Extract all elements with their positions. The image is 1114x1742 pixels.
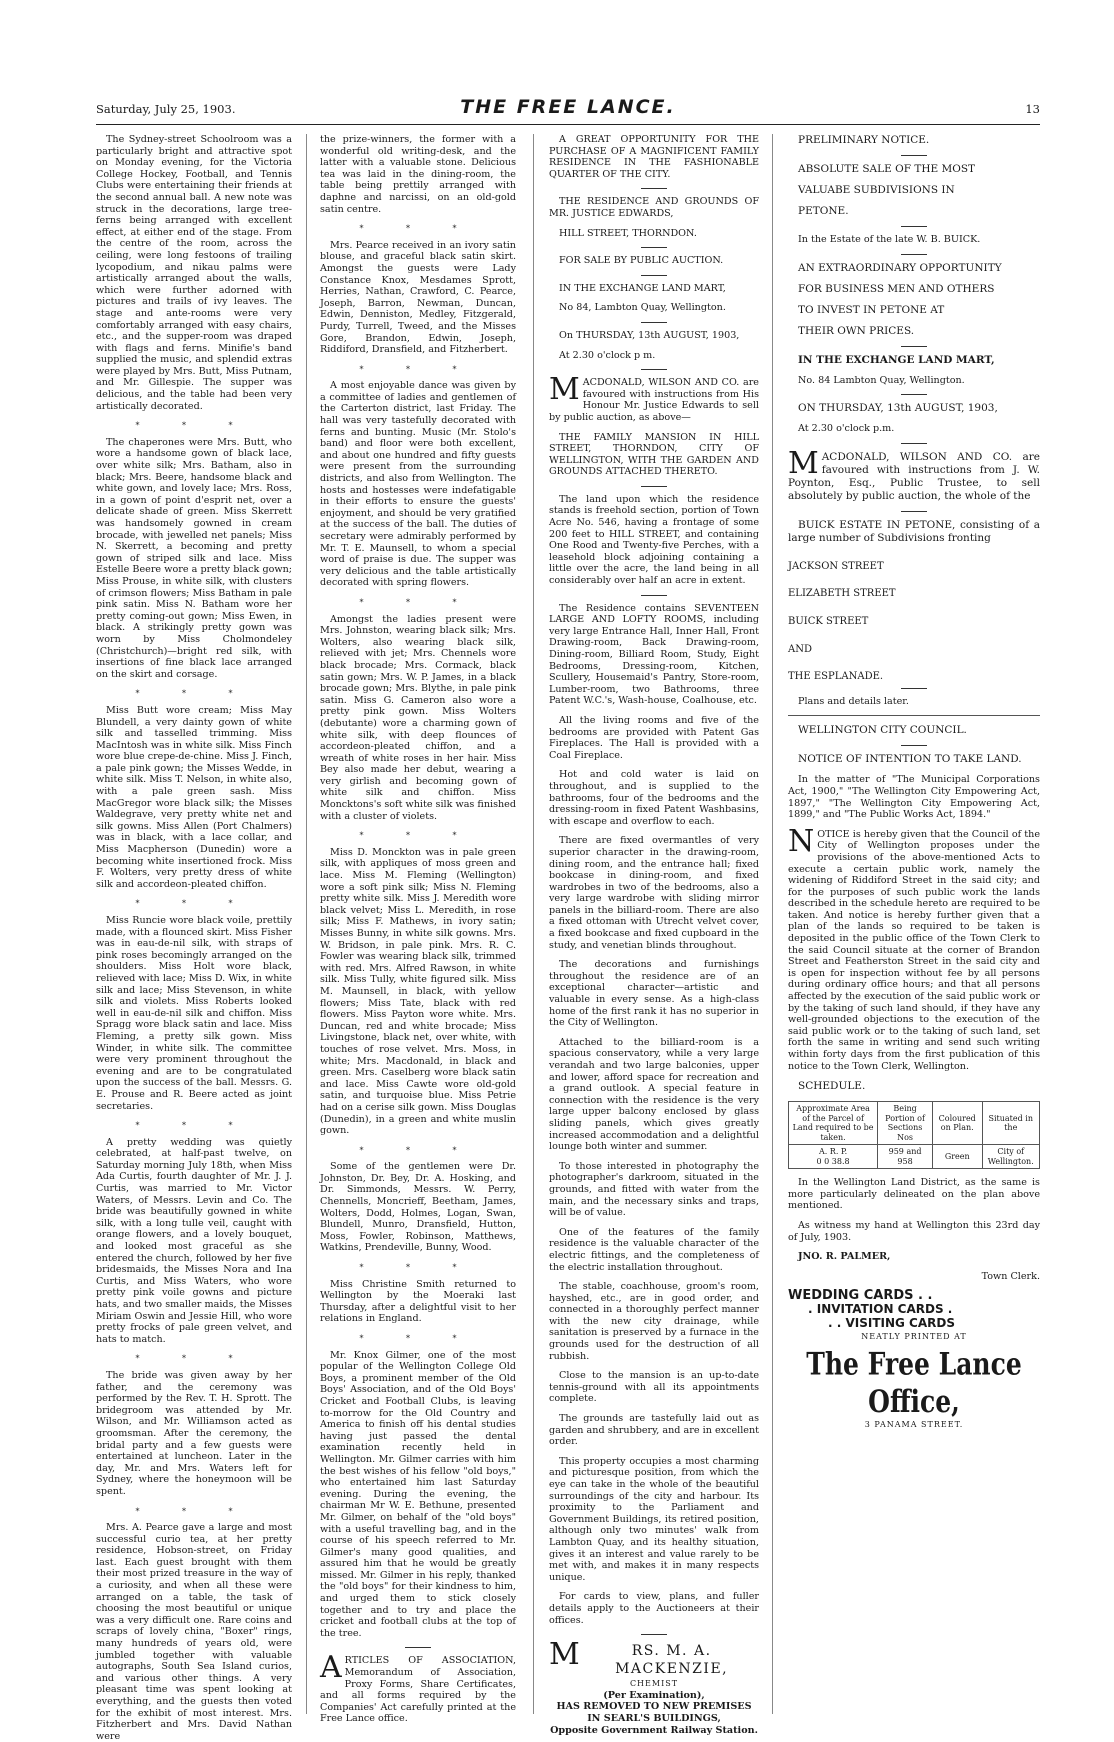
table-row [789,1102,1040,1145]
drop-cap: M [549,372,580,408]
article-paragraph: A pretty wedding was quietly celebrated, at half-past twelve, on Saturday morning July 18th, when Miss Ada Curtis, fourth daughter of Mr. J. J. Curtis, was married to Mr. Victor Waters, of Messrs. Levin and Co. The bride was beautifully gowned in white silk, with a long tulle veil, caught with orange flowers, and a lovely bouquet, and looked most graceful as she entered the church, followed by her five bridesmaids, the Misses Nora and Ina Curtis, and Miss Waters, who wore pretty pink voile gowns and picture hats, and two smaller maids, the Misses Miriam Oswin and Jessie Hill, who wore pretty frocks of pale green velvet, and hats to match. [96,1136,292,1345]
drop-cap: M [788,445,819,481]
opportunity-line: THEIR OWN PRICES. [798,324,915,337]
separator-rule [901,688,927,689]
separator-rule [641,188,667,189]
advert-paragraph: For cards to view, plans, and fuller details apply to the Auctioneers at their offices. [549,1591,759,1626]
separator-rule [641,322,667,323]
advert-subhead: THE RESIDENCE AND GROUNDS OF MR. JUSTICE EDWARDS, [549,196,759,219]
column-divider [306,134,307,1714]
section-stars: * * * [359,1145,477,1155]
advert-paragraph: The land upon which the residence stands is freehold section, portion of Town Acre No. 546, having a frontage of some 200 feet to HILL STREET, and containing One Rood and Twenty-five Perches, with a leasehold block adjoining containing a little over the acre, the land being in all considerably over half an acre in extent. [549,493,759,587]
article-paragraph: A most enjoyable dance was given by a committee of ladies and gentlemen of the Carterton district, last Friday. The hall was very tastefully decorated with ferns and bunting. Music (Mr. Stolo's band) and floor were both excellent, and about one hundred and fifty guests were present from the surrounding districts, and also from Wellington. The hosts and hostesses were indefatigable in their efforts to ensure the guests' enjoyment, and should be very gratified at the success of the ball. The duties of secretary were admirably performed by Mr. T. E. Maunsell, to whom a special word of praise is due. The supper was very delicious and the table artistically decorated with spring flowers. [320,380,516,589]
street-name: BUICK STREET [788,615,869,627]
notice-paragraph: BUICK ESTATE IN PETONE, consisting of a large number of Subdivisions fronting [788,518,1040,544]
sale-time: At 2.30 o'clock p.m. [798,423,895,435]
table-cell: A. R. P. 0 0 38.8 [789,1145,878,1169]
section-stars: * * * [359,224,477,234]
ad-text: RTICLES OF ASSOCIATION, Memorandum of Association, Proxy Forms, Share Certificates, and all forms required by the Companies' Act carefully printed at the Free Lance office. [320,1655,516,1725]
separator-rule [405,1647,431,1648]
column-divider [772,134,773,1714]
article-paragraph: Miss Runcie wore black voile, prettily made, with a flounced skirt. Miss Fisher was in eau-de-nil silk, with straps of pink roses becomingly arranged on the shoulders. Miss Holt wore black, relieved with lace; Miss D. Wix, in white silk and lace; Miss Stevenson, in white silk and violets. Miss Roberts looked well in eau-de-nil silk and chiffon. Miss Spragg wore black satin and lace. Miss Fleming, a pretty silk gown. Miss Winder, in white silk. The committee were very prominent throughout the evening and are to be congratulated upon the success of the ball. Messrs. G. E. Prouse and R. Beere acted as joint secretaries. [96,915,292,1112]
advert-paragraph: Hot and cold water is laid on throughout, and is supplied to the bathrooms, four of the bedrooms and the dressing-room in fixed Patent Washbasins, with escape and overflow to each. [549,769,759,827]
table-cell: 959 and 958 [878,1145,933,1169]
separator-rule [901,254,927,255]
section-stars: * * * [359,1334,477,1343]
sale-headline: VALUABE SUBDIVISIONS IN [798,184,955,196]
opportunity-line: TO INVEST IN PETONE AT [798,303,945,316]
table-cell: Green [932,1145,982,1169]
street-name: JACKSON STREET [788,560,884,572]
separator-rule [901,394,927,395]
visiting-cards: . . VISITING CARDS [828,1315,955,1330]
article-paragraph: The Sydney-street Schoolroom was a particularly bright and attractive spot on Monday evening, for the Victoria College Hockey, Football, and Tennis Clubs were entertaining their friends at the second annual ball. A new note was struck in the decorations, large tree-ferns being arranged with excellent effect, at either end of the stage. From the centre of the room, across the ceiling, were long festoons of trailing lycopodium, and nikau palms were artistically arranged about the walls, which were further adorned with pictures and trails of ivy leaves. The stage and ante-rooms were very comfortably arranged with easy chairs, etc., and the supper-room was draped with flags and ferns. Minifie's band supplied the music, and splendid extras were played by Mrs. Butt, Miss Putnam, and Mr. Gillespie. The supper was delicious, and the table had been very artistically decorated. [96,134,292,412]
article-paragraph: Mrs. A. Pearce gave a large and most successful curio tea, at her pretty residence, Hobson-street, on Friday last. Each guest brought with them their most prized treasure in the way of a curiosity, and when all these were arranged on a table, the task of choosing the most beautiful or unique was a very difficult one. Rare coins and scraps of lovely china, "Boxer" rings, many hundreds of years old, were jumbled together with valuable autographs, South Sea Island curios, and various other things. A very pleasant time was spent looking at everything, and the guests then voted for the exhibit of most interest. Mrs. Fitzherbert and Mrs. David Nathan were [96,1522,292,1742]
sale-headline: ABSOLUTE SALE OF THE MOST [798,163,976,175]
article-paragraph: Some of the gentlemen were Dr. Johnston, Dr. Bey, Dr. A. Hosking, and Dr. Simmonds, Messrs. W. Perry, Chennells, Moncrieff, Beetham, James, Wolters, Dodd, Holmes, Logan, Swan, Blundell, Munro, Dransfield, Hutton, Moss, Fowler, Robinson, Matthews, Watkins, Prendeville, Bunny, Wood. [320,1161,516,1254]
mackenzie-qualification: (Per Examination), [603,1689,705,1701]
column-2-society-news [320,134,516,1725]
street-name: ELIZABETH STREET [788,588,896,600]
separator-rule [901,443,927,444]
separator-rule [641,595,667,596]
advert-paragraph [549,372,759,423]
advert-subhead: FOR SALE BY PUBLIC AUCTION. [559,255,724,267]
section-stars: * * * [135,1506,253,1516]
table-cell: City of Wellington. [982,1145,1039,1169]
section-stars: * * * [359,831,477,841]
advert-paragraph: The stable, coachhouse, groom's room, hayshed, etc., are in good order, and connected in a thoroughly perfect manner with the new city drainage, while sanitation is preserved by a furnace in the grounds used for the destruction of all rubbish. [549,1281,759,1362]
drop-cap: A [320,1650,342,1686]
notice-heading: NOTICE OF INTENTION TO TAKE LAND. [798,753,1022,766]
table-header: Coloured on Plan. [932,1102,982,1145]
advert-paragraph: The decorations and furnishings throughout the residence are of an exceptional character—artistic and valuable in every sense. As a high-class home of the first rank it has no superior in the City of Wellington. [549,959,759,1029]
section-stars: * * * [135,689,253,699]
table-row [789,1145,1040,1169]
separator-rule [901,511,927,512]
auction-address: No 84, Lambton Quay, Wellington. [559,302,726,314]
mansion-heading: THE FAMILY MANSION IN HILL STREET, THORNDON, CITY OF WELLINGTON, WITH THE GARDEN AND GROUNDS ATTACHED THERETO. [549,431,759,478]
schedule-table [788,1101,1040,1169]
advert-paragraph: Attached to the billiard-room is a spacious conservatory, while a very large verandah and two large balconies, upper and lower, afford space for recreation and a grand outlook. A special feature in connection with the residence is the very large upper balcony enclosed by glass sliding panels, which gives greatly increased accommodation and a delightful lounge both winter and summer. [549,1036,759,1153]
separator-rule [641,275,667,276]
sale-headline: PETONE. [798,205,849,217]
article-paragraph: Miss D. Monckton was in pale green silk, with appliques of moss green and lace. Miss M. Fleming (Wellington) wore a soft pink silk; Miss N. Fleming pretty white silk. Miss J. Meredith wore black velvet; Miss L. Meredith, in rose silk; Miss F. Mathews, in ivory satin; Misses Bunny, in white silk gowns. Mrs. W. Bridson, in pale pink. Mrs. R. C. Fowler was wearing black silk, trimmed with red. Mrs. Alfred Rawson, in white silk. Miss Tully, white figured silk. Miss M. Maunsell, in black, with yellow flowers; Miss Tate, black with red flowers. Miss Payton wore white. Mrs. Duncan, red and white brocade; Miss Livingstone, black net, over white, with touches of rose velvet. Mrs. Moss, in white; Mrs. Macdonald, in black and green. Mrs. Caselberg wore black satin and lace. Miss Cawte wore old-gold satin, and turquoise blue. Miss Petrie had on a cerise silk gown. Miss Douglas (Dunedin), in a green and white muslin gown. [320,846,516,1137]
section-rule [788,715,1040,716]
section-stars: * * * [359,364,477,374]
advert-paragraph: There are fixed overmantles of very superior character in the drawing-room, dining room, and the entrance hall; fixed bookcase in dining-room, and fixed wardrobes in two of the bedrooms, also a very large wardrobe with sliding mirror panels in the billiard-room. There are also a fixed ottoman with Utrecht velvet cover, a fixed bookcase and fixed cupboard in the study, and venetian blinds throughout. [549,835,759,951]
separator-rule [901,155,927,156]
notice-paragraph: NOTICE is hereby given that the Council of the City of Wellington proposes under the provisions of the above-mentioned Acts to execute a certain public work, namely the widening of Riddiford Street in the said city; and for the purposes of such public work the lands described in the schedule hereto are required to be taken. And notice is hereby further given that a plan of the lands so required to be taken is deposited in the public office of the Town Clerk to the said Council situate at the corner of Brandon Street and Featherston Street in the said city and is open for inspection without fee by all persons during ordinary office hours; and that all persons affected by the execution of the said public work or by the taking of such land should, if they have any well-grounded objections to the execution of the said public work or to the taking of such land, set forth the same in writing and send such writing within forty days from the first publication of this notice to the Town Clerk, Wellington. [788,823,1040,1072]
wedding-cards: WEDDING CARDS . . [788,1288,933,1304]
opportunity-line: FOR BUSINESS MEN AND OTHERS [798,282,995,295]
column-1-society-news [96,134,292,1742]
column-divider [533,134,534,1714]
neatly-printed: NEATLY PRINTED AT [861,1332,967,1342]
drop-cap: M [549,1637,582,1673]
masthead [96,96,1040,122]
advert-paragraph: The Residence contains SEVENTEEN LARGE AND LOFTY ROOMS, including very large Entrance Hall, Inner Hall, Front Drawing-room, Back Drawing-room, Dining-room, Billiard Room, Study, Eight Bedrooms, Dressing-room, Kitchen, Scullery, Housemaid's Pantry, Store-room, Lumber-room, two Bathrooms, three Patent W.C.'s, Wash-house, Coalhouse, etc. [549,602,759,707]
free-lance-office: The Free Lance Office, [806,1345,1022,1419]
article-paragraph: The bride was given away by her father, and the ceremony was performed by the Rev. T. H. Sprott. The bridegroom was attended by Mr. Wilson, and Mr. Williamson acted as groomsman. After the ceremony, the bridal party and a few guests were entertained at luncheon. Later in the day, Mr. and Mrs. Waters left for Sydney, where the honeymoon will be spent. [96,1369,292,1497]
invitation-cards: . INVITATION CARDS . [808,1301,953,1316]
estate-line: In the Estate of the late W. B. BUICK. [798,234,981,245]
article-paragraph: the prize-winners, the former with a wonderful old writing-desk, and the latter with a valuable stone. Delicious tea was laid in the dining-room, the table being prettily arranged with daphne and narcissi, on an old-gold satin centre. [320,134,516,215]
schedule-title: SCHEDULE. [798,1080,866,1093]
advert-paragraph: One of the features of the family residence is the valuable character of the electric fittings, and the completeness of the electric installation throughout. [549,1226,759,1273]
separator-rule [901,346,927,347]
articles-of-association-ad [320,1650,516,1725]
advert-text: ACDONALD, WILSON AND CO. are favoured with instructions from His Honour Mr. Justice Edwards to sell by public auction, as above— [549,377,759,423]
column-4-notices [788,134,1040,1714]
council-heading: WELLINGTON CITY COUNCIL. [798,724,967,737]
article-paragraph: Miss Christine Smith returned to Wellington by the Moeraki last Thursday, after a delightful visit to her relations in England. [320,1278,516,1325]
auction-time: At 2.30 o'clock p m. [559,349,656,361]
opportunity-line: AN EXTRAORDINARY OPPORTUNITY [798,261,1002,274]
advert-paragraph: All the living rooms and five of the bedrooms are provided with Patent Gas Fireplaces. The Hall is provided with a Coal Fireplace. [549,714,759,761]
street-name: THE ESPLANADE. [788,671,884,683]
mackenzie-line: Opposite Government Railway Station. [550,1724,758,1736]
notice-paragraph: As witness my hand at Wellington this 23rd day of July, 1903. [788,1219,1040,1243]
exchange-mart: IN THE EXCHANGE LAND MART, [798,353,995,366]
mart-address: No. 84 Lambton Quay, Wellington. [798,374,965,386]
street-name: AND [788,643,812,655]
table-header: Situated in the [982,1102,1039,1145]
separator-rule [901,226,927,227]
article-paragraph: The chaperones were Mrs. Butt, who wore a handsome gown of black lace, over white silk; Mrs. Batham, also in black; Mrs. Beere, handsome black and white gown, and lovely lace; Mrs. Ross, in a gown of point d'esprit net, over a delicate shade of green. Miss Skerrett was handsomely gowned in cream brocade, with jewelled net panels; Miss N. Skerrett, a becoming and pretty gown of striped silk and lace. Miss Estelle Beere wore a pretty black gown; Miss Prouse, in white silk, with clusters of crimson flowers; Miss Batham in pale pink satin. Miss N. Batham wore her pretty coming-out gown; Miss Ewen, in black. A strikingly pretty gown was worn by Miss Cholmondeley (Christchurch)—bright red silk, with insertions of fine black lace arranged on the skirt and corsage. [96,436,292,680]
column-3-auction-advert [549,134,759,1736]
advert-paragraph: This property occupies a most charming and picturesque position, from which the eye can take in the whole of the beautiful surroundings of the city and harbour. Its proximity to the Parliament and Government Buildings, its retired position, although only two minutes' walk from Lambton Quay, and its healthy situation, gives it an interest and value rarely to be met with, and makes it in many respects unique. [549,1455,759,1583]
notice-paragraph: MACDONALD, WILSON AND CO. are favoured with instructions from J. W. Poynton, Esq., Public Trustee, to sell absolutely by public auction, the whole of the [788,445,1040,502]
newspaper-title: THE FREE LANCE. [460,96,676,118]
mackenzie-name: M RS. M. A. MACKENZIE, [549,1637,729,1678]
page-number: 13 [1025,102,1040,116]
mackenzie-profession: CHEMIST [629,1679,679,1689]
signer-name: JNO. R. PALMER, [798,1251,891,1263]
article-paragraph: Miss Butt wore cream; Miss May Blundell, a very dainty gown of white silk and tasselled trimming. Miss MacIntosh was in white silk. Miss Finch wore blue crepe-de-chine. Miss J. Finch, a pale pink gown; the Misses Wedde, in white silk. Miss T. Nelson, in white also, with a pale green sash. Miss MacGregor wore black silk; the Misses Waldegrave, very pretty white net and silk gowns. Miss Allen (Port Chalmers) was in black, with a lace collar, and Miss Macpherson (Dunedin) wore a becoming white insertioned frock. Miss F. Wolters, very pretty dress of white silk and accordeon-pleated chiffon. [96,704,292,890]
separator-rule [641,1634,667,1635]
advert-paragraph: The grounds are tastefully laid out as garden and shrubbery, and are in excellent order. [549,1413,759,1448]
section-stars: * * * [135,1354,253,1364]
section-stars: * * * [135,899,253,909]
auction-date: On THURSDAY, 13th AUGUST, 1903, [559,329,740,341]
section-stars: * * * [359,1263,477,1273]
separator-rule [641,486,667,487]
advert-headline: A GREAT OPPORTUNITY FOR THE PURCHASE OF A MAGNIFICENT FAMILY RESIDENCE IN THE FASHIONABLE QUARTER OF THE CITY. [549,134,759,180]
preliminary-notice: PRELIMINARY NOTICE. [798,134,930,146]
sale-date: ON THURSDAY, 13th AUGUST, 1903, [798,402,998,415]
advert-paragraph: To those interested in photography the photographer's darkroom, situated in the grounds, and fitted with water from the main, and the necessary sinks and traps, will be of value. [549,1160,759,1219]
mackenzie-line: IN SEARL'S BUILDINGS, [587,1712,721,1724]
separator-rule [641,369,667,370]
advert-subhead: HILL STREET, THORNDON. [559,227,697,239]
section-stars: * * * [135,421,253,431]
notice-paragraph: In the matter of "The Municipal Corporations Act, 1900," "The Wellington City Empowering Act, 1897," "The Wellington City Empowering Act, 1899," and "The Public Works Act, 1894." [788,774,1040,821]
drop-cap: N [788,823,815,859]
notice-paragraph: In the Wellington Land District, as the same is more particularly delineated on the plan above mentioned. [788,1177,1040,1212]
office-address: 3 PANAMA STREET. [864,1419,964,1429]
mackenzie-advert [549,1637,759,1736]
mackenzie-line: HAS REMOVED TO NEW PREMISES [556,1701,752,1713]
article-paragraph: Mrs. Pearce received in an ivory satin blouse, and graceful black satin skirt. Amongst the guests were Lady Constance Knox, Mesdames Sprott, Herries, Nathan, Crawford, C. Pearce, Joseph, Barron, Newman, Duncan, Edwin, Denniston, Medley, Fitzgerald, Purdy, Turrell, Tweed, and the Misses Gore, Brandon, Edwin, Joseph, Riddiford, Dransfield, and Fitzherbert. [320,239,516,356]
signer-title: Town Clerk. [981,1270,1040,1282]
issue-date: Saturday, July 25, 1903. [96,102,236,116]
article-paragraph: Amongst the ladies present were Mrs. Johnston, wearing black silk; Mrs. Wolters, also wearing black silk, relieved with jet; Mrs. Chennels wore black brocade; Mrs. Cormack, black satin gown; Mrs. W. P. James, in a black brocade gown; Mrs. Blythe, in pale pink satin. Miss G. Cameron also wore a pretty pink gown. Miss Wolters (debutante) wore a charming gown of white silk, with deep flounces of accordeon-pleated chiffon, and a wreath of white roses in her hair. Miss Bey also made her debut, wearing a very girlish and becoming gown of white silk and chiffon. Miss Moncktons's soft white silk was finished with a cluster of violets. [320,613,516,822]
advert-subhead: IN THE EXCHANGE LAND MART, [559,282,726,294]
header-rule [96,124,1040,125]
separator-rule [901,745,927,746]
section-stars: * * * [135,1121,253,1131]
article-paragraph: Mr. Knox Gilmer, one of the most popular of the Wellington College Old Boys, a prominent member of the Old Boys' Association, and of the Old Boys' Cricket and Football Clubs, is leaving to-morrow for the Old Country and America to finish off his dental studies having just passed the dental examination recently held in Wellington. Mr. Gilmer carries with him the best wishes of his fellow "old boys," who entertained him last Saturday evening. During the evening, the chairman Mr W. E. Bethune, presented Mr. Gilmer, on behalf of the "old boys" with a useful travelling bag, and in the course of his speech referred to Mr. Gilmer's many good qualities, and assured him that he would be greatly missed. Mr. Gilmer in his reply, thanked the "old boys" for their kindness to him, and urged them to stick closely together and to try and place the cricket and football clubs at the top of the tree. [320,1349,516,1639]
advert-paragraph: Close to the mansion is an up-to-date tennis-ground with all its appointments complete. [549,1370,759,1405]
table-header: Being Portion of Sections Nos [878,1102,933,1145]
table-header: Approximate Area of the Parcel of Land required to be taken. [789,1102,878,1145]
separator-rule [641,247,667,248]
section-stars: * * * [359,597,477,607]
plans-line: Plans and details later. [798,695,909,707]
